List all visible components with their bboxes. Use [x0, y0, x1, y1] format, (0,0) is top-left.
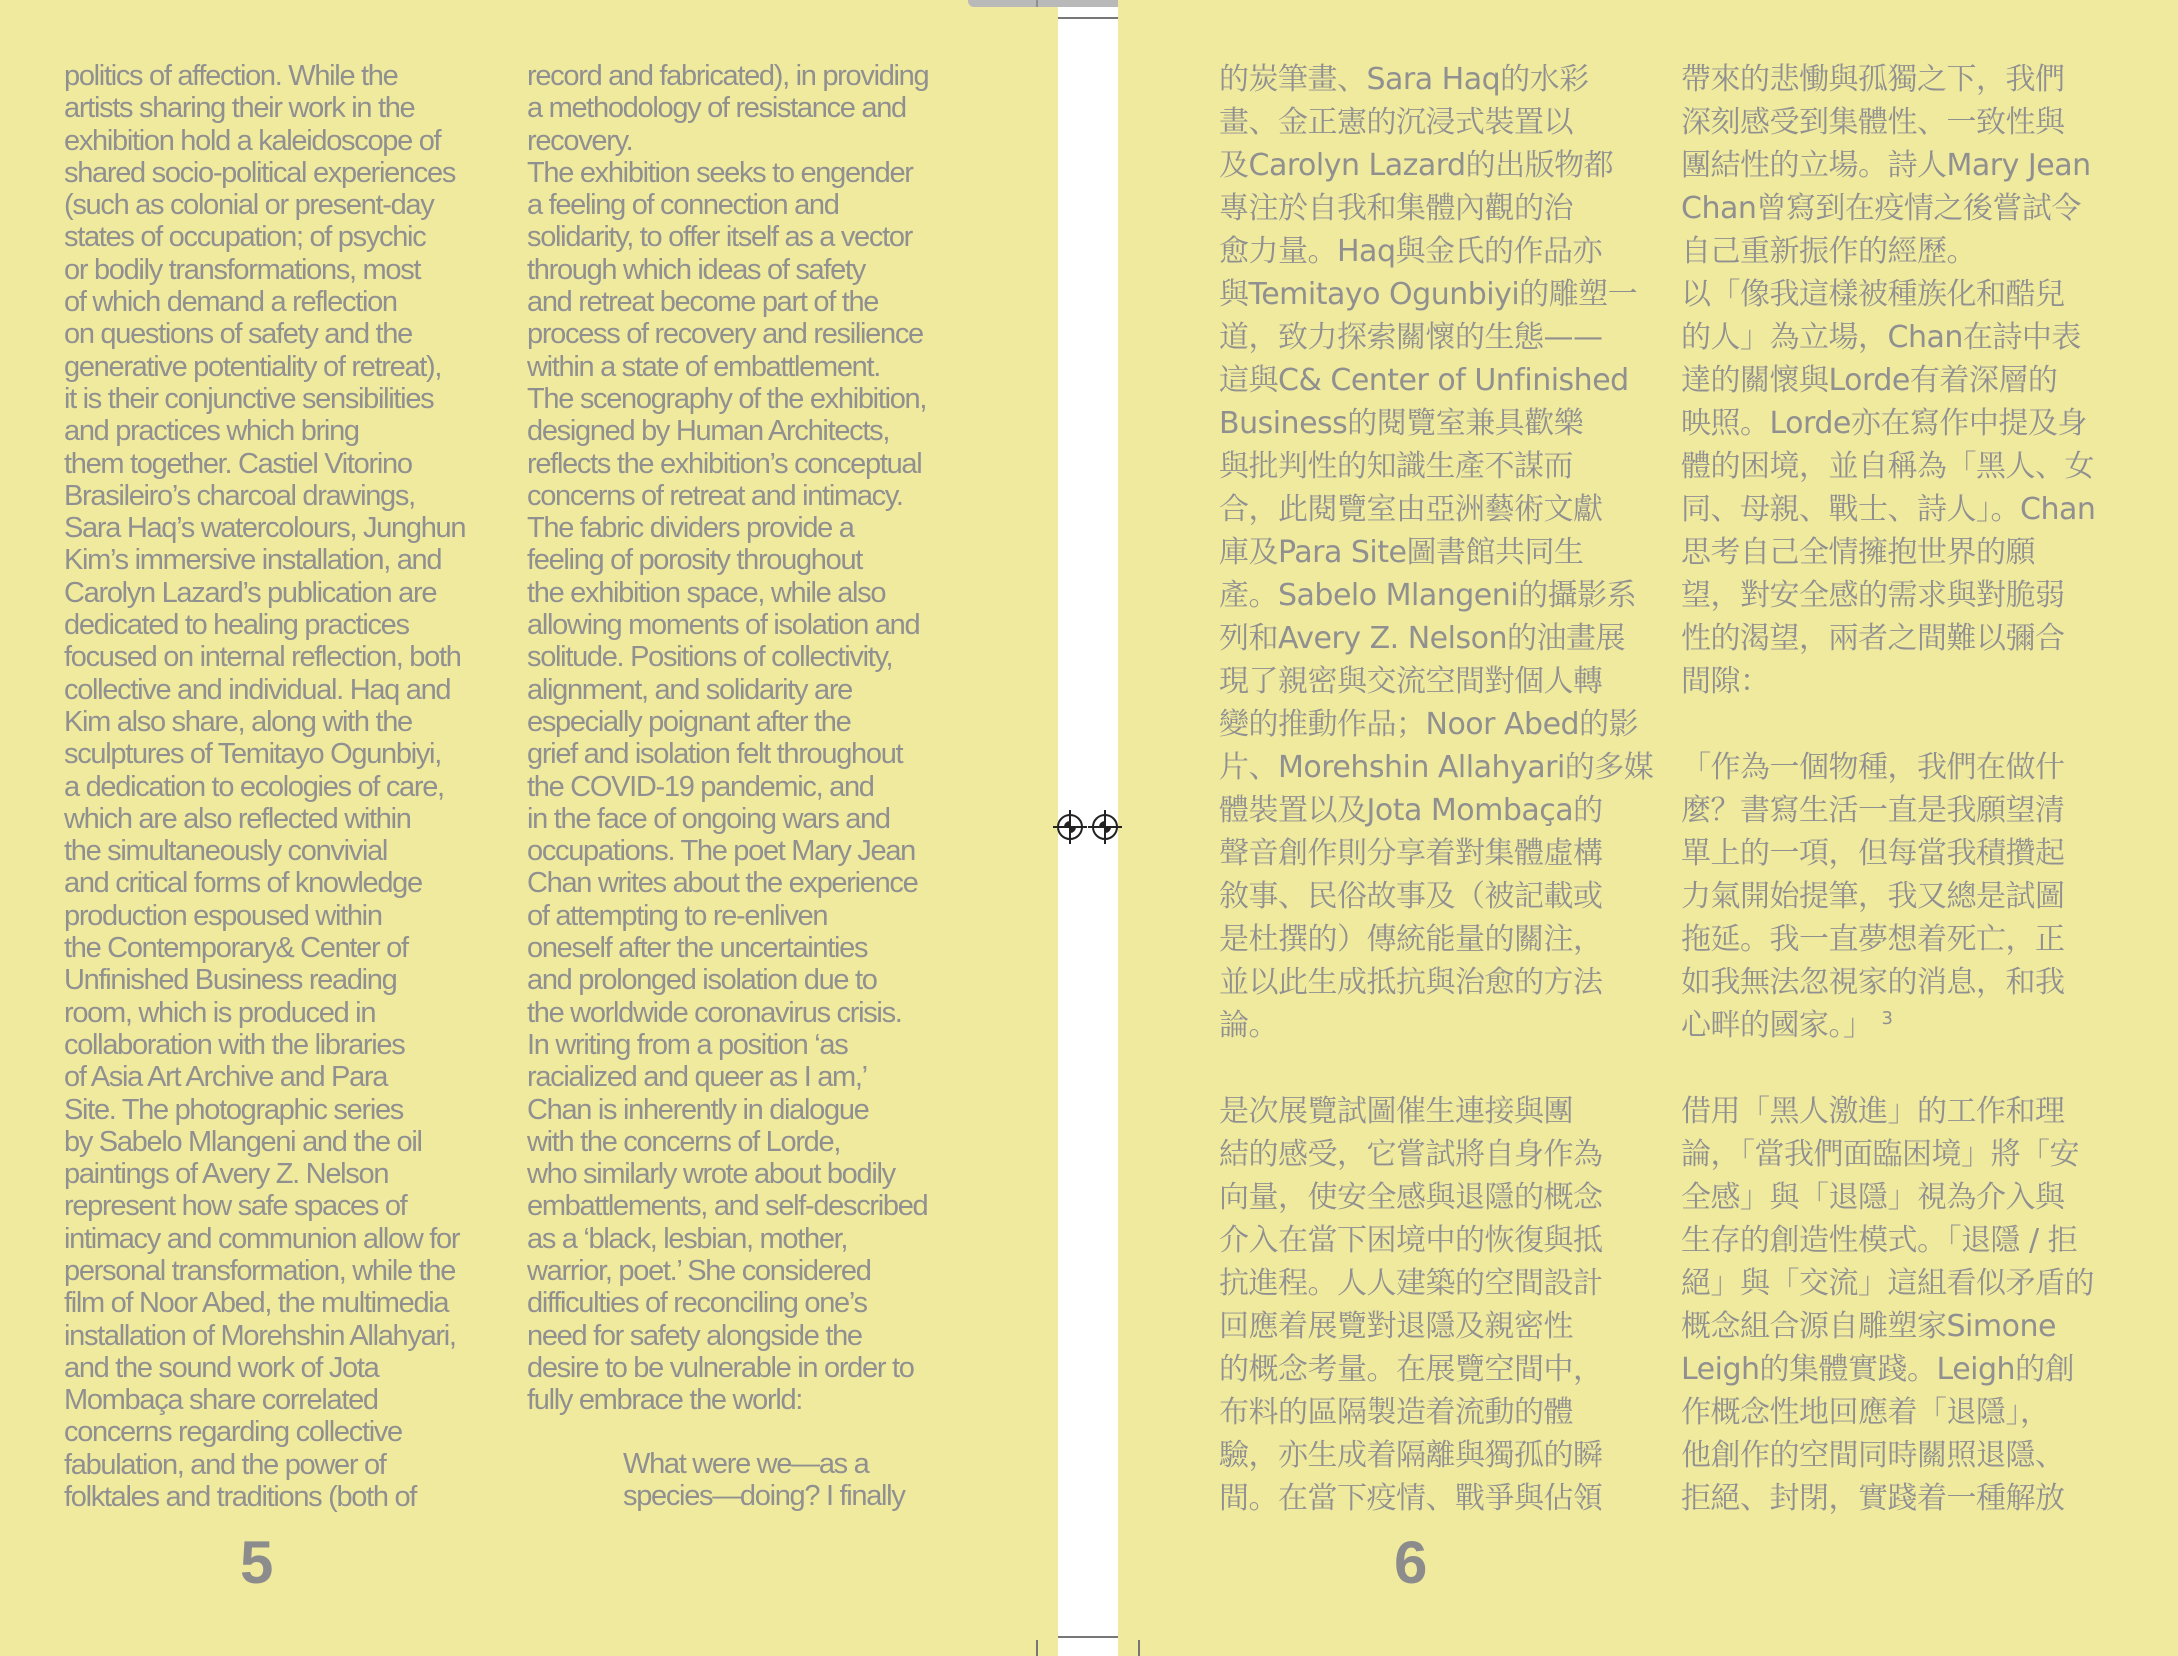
- footnote-marker: 3: [1881, 1008, 1893, 1029]
- left-column-1-text: politics of affection. While the artists sharing their work in the exhibition hold a kaleidoscope of shared socio-political experiences (such as colonial or present-day states of occupation; of psychic or bodily transformations, most of which demand a reflection on questions of safety and the generative potentiality of retreat), it is their conjunctive sensibilities and practices which bring them together. Castiel Vitorino Brasileiro’s charcoal drawings, Sara Haq’s watercolours, Junghun Kim’s immersive installation, and Carolyn Lazard’s publication are dedicated to healing practices focused on internal reflection, both collective and individual. Haq and Kim also share, along with the sculptures of Temitayo Ogunbiyi, a dedication to ecologies of care, which are also reflected within the simultaneously convivial and critical forms of knowledge production espoused within the Contemporary& Center of Unfinished Business reading room, which is produced in collaboration with the libraries of Asia Art Archive and Para Site. The photographic series by Sabelo Mlangeni and the oil paintings of Avery Z. Nelson represent how safe spaces of intimacy and communion allow for personal transformation, while the film of Noor Abed, the multimedia installation of Morehshin Allahyari, and the sound work of Jota Mombaça share correlated concerns regarding collective fabulation, and the power of folktales and traditions (both of: [64, 60, 466, 1514]
- left-page: [0, 0, 1058, 1656]
- left-column-2-text: record and fabricated), in providing a methodology of resistance and recovery. The exhibition seeks to engender a feeling of connection and solidarity, to offer itself as a vector through which ideas of safety and retreat become part of the process of recovery and resilience within a state of embattlement. The scenography of the exhibition, designed by Human Architects, reflects the exhibition’s conceptual concerns of retreat and intimacy. The fabric dividers provide a feeling of porosity throughout the exhibition space, while also allowing moments of isolation and solitude. Positions of collectivity, alignment, and solidarity are especially poignant after the grief and isolation felt throughout the COVID-19 pandemic, and in the face of ongoing wars and occupations. The poet Mary Jean Chan writes about the experience of attempting to re-enliven oneself after the uncertainties and prolonged isolation due to the worldwide coronavirus crisis. In writing from a position ‘as racialized and queer as I am,’ Chan is inherently in dialogue with the concerns of Lorde, who similarly wrote about bodily embattlements, and self-described as a ‘black, lesbian, mother, warrior, poet.’ She considered difficulties of reconciling one’s need for safety alongside the desire to be vulnerable in order to fully embrace the world:: [527, 60, 929, 1417]
- tab-divider: [1036, 0, 1038, 7]
- registration-mark-fill: [1099, 821, 1111, 833]
- registration-mark-icon: [1092, 814, 1118, 840]
- block-quote: What were we—as a species—doing? I finally: [623, 1448, 905, 1513]
- gutter-rule-bottom: [1058, 1636, 1118, 1638]
- right-page: [1118, 0, 2178, 1656]
- right-column-1-text: 的炭筆畫、Sara Haq的水彩 畫、金正憲的沉浸式裝置以 及Carolyn Lazard的出版物都 專注於自我和集體內觀的治 愈力量。Haq與金氏的作品亦 與Temitayo Ogunbiyi的雕塑一 道，致力探索關懷的生態—— 這與C& Center of Unfinished Business的閱覽室兼具歡樂 與批判性的知識生產不謀而 合，此閱覽室由亞洲藝術文獻 庫及Para Site圖書館共同生 產。Sabelo Mlangeni的攝影系 列和Avery Z. Nelson的油畫展 現了親密與交流空間對個人轉 變的推動作品；Noor Abed的影 片、Morehshin Allahyari的多媒 體裝置以及Jota Mombaça的 聲音創作則分享着對集體虛構 敘事、民俗故事及（被記載或 是杜撰的）傳統能量的關注， 並以此生成抵抗與治愈的方法 論。 是次展覽試圖催生連接與團 結的感受，它嘗試將自身作為 向量，使安全感與退隱的概念 介入在當下困境中的恢復與抵 抗進程。人人建築的空間設計 回應着展覽對退隱及親密性 的概念考量。在展覽空間中， 布料的區隔製造着流動的體 驗，亦生成着隔離與獨孤的瞬 間。在當下疫情、戰爭與佔領: [1219, 62, 1654, 1516]
- right-column-2-main: 帶來的悲慟與孤獨之下，我們 深刻感受到集體性、一致性與 團結性的立場。詩人Mary Jean Chan曾寫到在疫情之後嘗試令 自己重新振作的經歷。 以「像我這樣被種族化和酷兒 的人」為立場，Chan在詩中表 達的關懷與Lorde有着深層的 映照。Lorde亦在寫作中提及身 體的困境，並自稱為「黑人、女 同、母親、戰士、詩人」。Chan 思考自己全情擁抱世界的願 望，對安全感的需求與對脆弱 性的渴望，兩者之間難以彌合 間隙： 「作為一個物種，我們在做什 麼？書寫生活一直是我願望清 單上的一項，但每當我積攢起 力氣開始提筆，我又總是試圖 拖延。我一直夢想着死亡，正 如我無法忽視家的消息，和我 心畔的國家。」: [1681, 62, 2096, 1043]
- registration-mark-fill: [1064, 821, 1076, 833]
- gutter-rule-top: [1058, 17, 1118, 19]
- crop-mark: [1036, 1640, 1038, 1656]
- crop-mark: [1138, 1640, 1140, 1656]
- registration-mark-icon: [1057, 814, 1083, 840]
- page-number-5: 5: [240, 1529, 274, 1596]
- right-column-2-text: [1681, 58, 2121, 1520]
- page-number-6: 6: [1394, 1529, 1428, 1596]
- right-column-2-tail: 借用「黑人激進」的工作和理 論，「當我們面臨困境」將「安 全感」與「退隱」視為介入與 生存的創造性模式。「退隱 / 拒 絕」與「交流」這組看似矛盾的 概念組合源自雕塑家Simone Leigh的集體實踐。Leigh的創 作概念性地回應着「退隱」， 他創作的空間同時關照退隱、 拒絕、封閉，實踐着一種解放: [1681, 1094, 2094, 1516]
